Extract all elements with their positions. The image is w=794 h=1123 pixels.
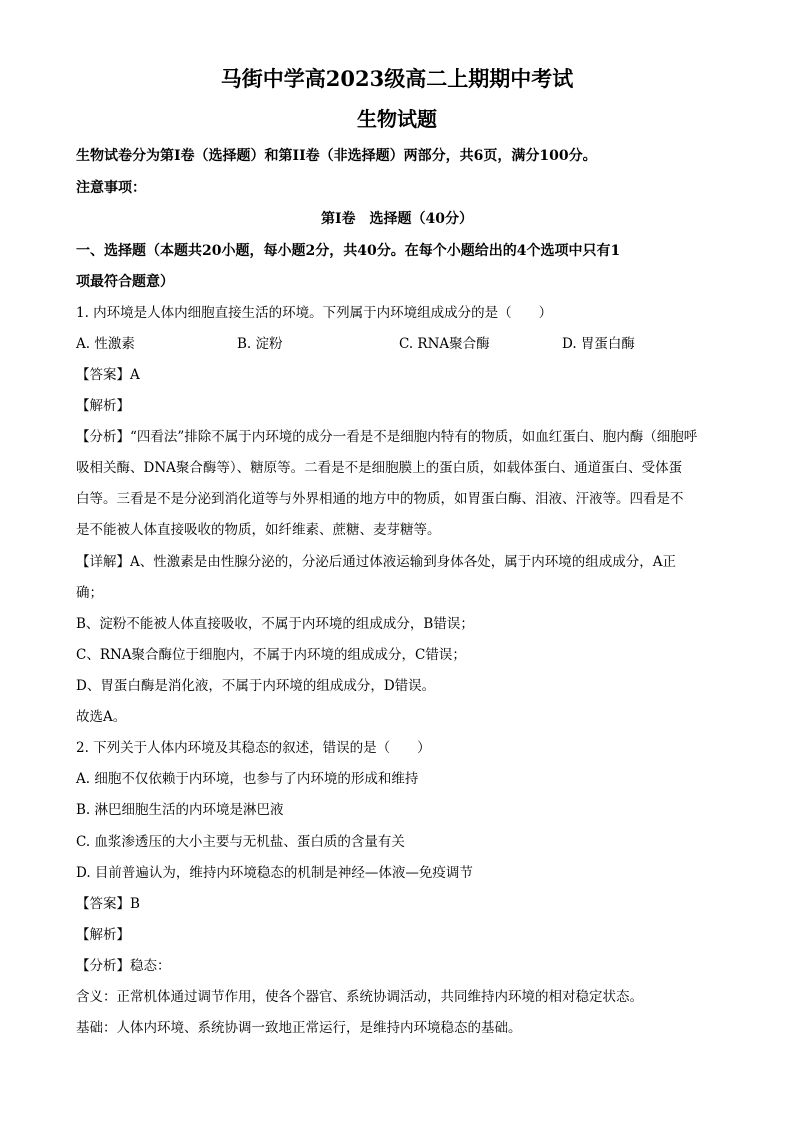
part-heading-cont: 项最符合题意） <box>76 274 174 290</box>
q2-analysis-tag: 【解析】 <box>76 927 130 943</box>
q2-fenxi-line: 【分析】稳态： <box>76 958 171 974</box>
q1-fenxi-line: 吸相关酶、DNA聚合酶等）、糖原等。二看是不是细胞膜上的蛋白质，如载体蛋白、通道蛋白、受体蛋 <box>76 460 683 476</box>
q1-detail-line: D、胃蛋白酶是消化液，不属于内环境的组成成分，D错误。 <box>76 678 436 694</box>
exam-title: 马街中学高2023级高二上期期中考试 <box>220 66 574 91</box>
q1-fenxi-line: 【分析】“四看法”排除不属于内环境的成分一看是不是细胞内特有的物质，如血红蛋白、胞内酶（细胞呼 <box>76 429 698 445</box>
q1-option-d: D. 胃蛋白酶 <box>562 336 635 352</box>
q2-fenxi-line: 基础：人体内环境、系统协调一致地正常运行，是维持内环境稳态的基础。 <box>76 1020 522 1036</box>
q2-fenxi-line: 含义：正常机体通过调节作用，使各个器官、系统协调活动，共同维持内环境的相对稳定状态。 <box>76 989 643 1005</box>
q1-fenxi-line: 白等。三看是不是分泌到消化道等与外界相通的地方中的物质，如胃蛋白酶、泪液、汗液等。四看是不 <box>76 491 684 507</box>
q2-option-a: A. 细胞不仅依赖于内环境，也参与了内环境的形成和维持 <box>76 771 419 787</box>
q1-option-a: A. 性激素 <box>76 336 135 352</box>
q1-option-b: B. 淀粉 <box>237 336 283 352</box>
part-heading: 一、选择题（本题共20小题，每小题2分，共40分。在每个小题给出的4个选项中只有1 <box>76 243 621 259</box>
q1-fenxi-line: 是不能被人体直接吸收的物质，如纤维素、蔗糖、麦芽糖等。 <box>76 522 441 538</box>
q1-answer: 【答案】A <box>76 367 140 383</box>
q1-detail-line: 故选A。 <box>76 709 127 725</box>
q1-detail-line: 【详解】A、性激素是由性腺分泌的，分泌后通过体液运输到身体各处，属于内环境的组成成分，A正 <box>76 554 676 570</box>
q1-analysis-tag: 【解析】 <box>76 398 130 414</box>
question-1-stem: 1. 内环境是人体内细胞直接生活的环境。下列属于内环境组成成分的是（ ） <box>76 305 553 321</box>
q1-option-c: C. RNA聚合酶 <box>399 336 490 352</box>
q2-option-d: D. 目前普遍认为，维持内环境稳态的机制是神经—体液—免疫调节 <box>76 865 473 881</box>
section-title: 第I卷 选择题（40分） <box>320 211 474 227</box>
q2-answer: 【答案】B <box>76 896 140 912</box>
q2-option-c: C. 血浆渗透压的大小主要与无机盐、蛋白质的含量有关 <box>76 834 405 850</box>
question-2-stem: 2. 下列关于人体内环境及其稳态的叙述，错误的是（ ） <box>76 740 431 756</box>
exam-summary: 生物试卷分为第I卷（选择题）和第II卷（非选择题）两部分，共6页，满分100分。 <box>76 148 597 164</box>
exam-subtitle: 生物试题 <box>357 107 437 131</box>
q1-detail-line: 确； <box>76 585 103 601</box>
q1-detail-line: B、淀粉不能被人体直接吸收，不属于内环境的组成成分，B错误； <box>76 616 474 632</box>
q2-option-b: B. 淋巴细胞生活的内环境是淋巴液 <box>76 802 284 818</box>
notes-heading: 注意事项： <box>76 180 146 196</box>
q1-detail-line: C、RNA聚合酶位于细胞内，不属于内环境的组成成分，C错误； <box>76 647 466 663</box>
